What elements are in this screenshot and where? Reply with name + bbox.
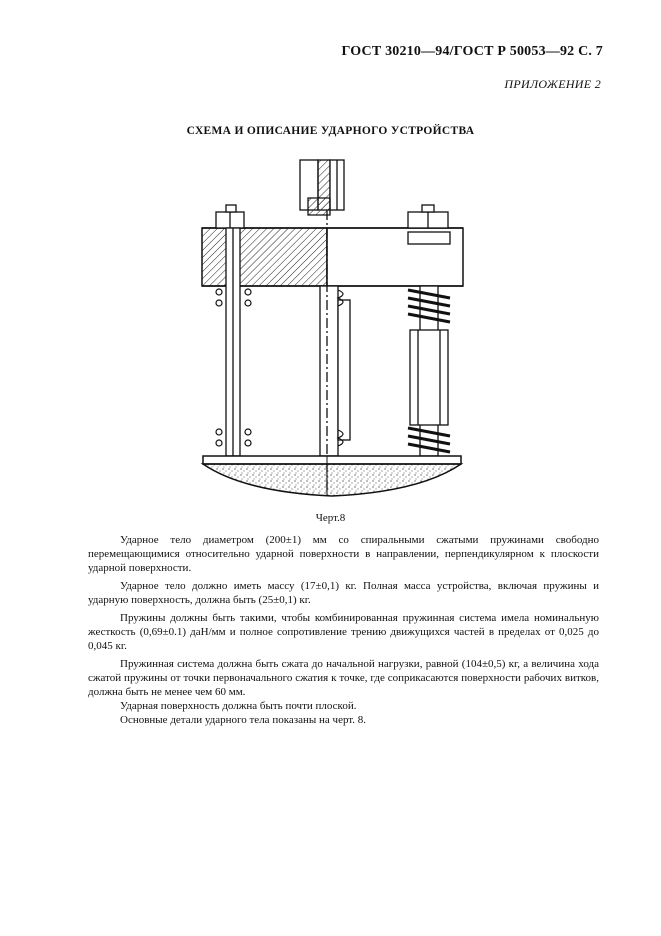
page-header-standard: ГОСТ 30210—94/ГОСТ Р 50053—92 С. 7 <box>341 44 603 59</box>
left-bolt-shaft <box>226 228 240 456</box>
description-text <box>88 533 599 727</box>
right-bolt-nut <box>408 205 448 228</box>
paragraph: Пружины должны быть такими, чтобы комбинированная пружинная система имела номинальную жесткость (0,69±0.1) даН/мм и полное сопротивление трению движущихся частей в пределах от 0,025 до 0,045 кг. <box>88 612 599 652</box>
paragraph: Пружинная система должна быть сжата до начальной нагрузки, равной (104±0,5) кг, а величина хода сжатой пружины от точки первоначального сжатия к точке, где соприкасаются поверхности рабочих витков, должна быть не менее чем 60 мм. <box>88 658 599 698</box>
appendix-label: ПРИЛОЖЕНИЕ 2 <box>504 77 601 91</box>
paragraph: Ударное тело должно иметь массу (17±0,1) кг. Полная масса устройства, включая пружины и ударную поверхность, должна быть (25±0,1) кг. <box>88 580 599 606</box>
paragraph: Ударное тело диаметром (200±1) мм со спиральными сжатыми пружинами свободно перемещающимися относительно ударной поверхности в направлении, перпендикулярном к плоскости ударной поверхности. <box>88 534 599 574</box>
left-bolt-nut <box>216 205 244 228</box>
impact-plate <box>203 456 461 496</box>
paragraph: Основные детали ударного тела показаны на черт. 8. <box>120 714 367 726</box>
impact-device-drawing <box>196 158 466 503</box>
section-title: СХЕМА И ОПИСАНИЕ УДАРНОГО УСТРОЙСТВА <box>186 125 475 137</box>
paragraph: Ударная поверхность должна быть почти плоской. <box>120 700 357 712</box>
figure-caption: Черт.8 <box>315 512 346 524</box>
top-stem <box>300 160 344 215</box>
